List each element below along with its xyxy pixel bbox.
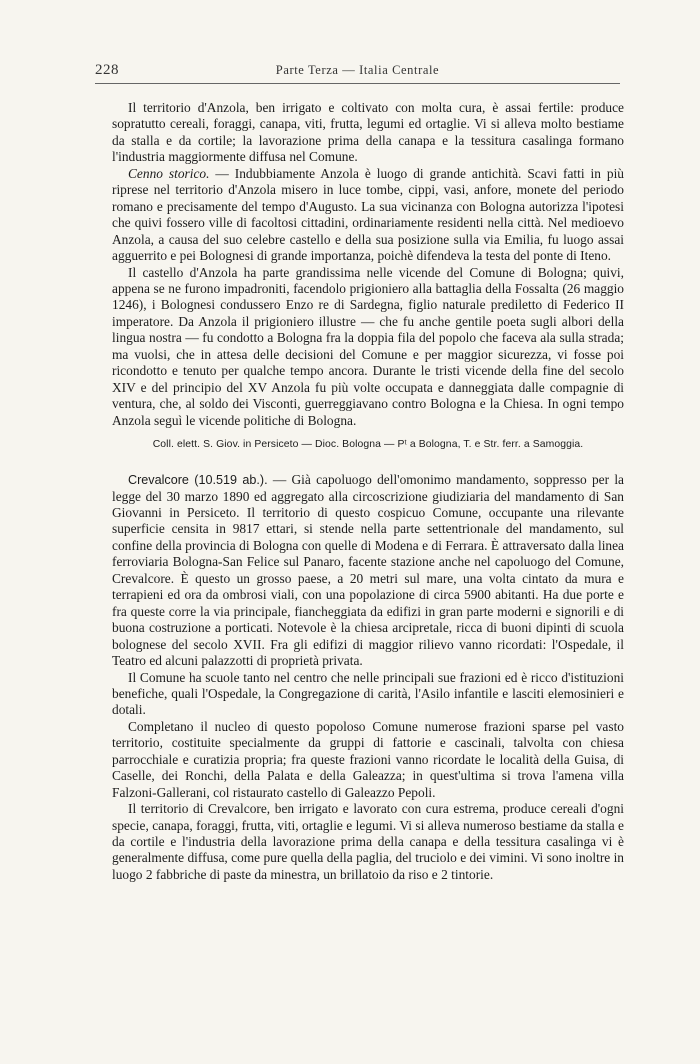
crevalcore-paragraph-frazioni: Completano il nucleo di questo popoloso Comune numerose frazioni sparse pel vasto territorio, costituite specialmente da gruppi di fattorie e cascinali, talvolta con chiesa parrocchiale e curatizia propria; fra queste frazioni vanno ricordate le località della Guisa, di Caselle, dei Ronchi, della Palata e della Galeazza; in quest'ultima si trova l'amena villa Falzoni-Gallerani, col ristaurato castello di Galeazzo Pepoli. xyxy=(112,718,624,800)
anzola-paragraph-castle: Il castello d'Anzola ha parte grandissima nelle vicende del Comune di Bologna; quivi, appena se ne furono impadroniti, facendolo prigioniero alla battaglia della Fossalta (26 maggio 1246), i Bolognesi condussero Enzo re di Sardegna, figlio naturale prediletto di Federico II imperatore. Da Anzola il prigioniero illustre — che fu anche gentile poeta sugli albori della lingua nostra — fu condotto a Bologna fra la doppia fila del popolo che faceva ala sulla strada; ma vuolsi, che in attesa delle decisioni del Comune e per maggior sicurezza, vi fosse poi ricondotto e tenuto per qualche tempo ancora. Durante le tristi vicende della fine del secolo XIV e del principio del XV Anzola fu più volte occupata e danneggiata dalle compagnie di ventura, che, al soldo dei Visconti, guerreggiavano contro Bologna e la Chiesa. In ogni tempo Anzola seguì le vicende politiche di Bologna. xyxy=(112,264,624,428)
section-gap xyxy=(112,462,624,472)
crevalcore-paragraph-schools: Il Comune ha scuole tanto nel centro che nelle principali sue frazioni ed è ricco d'istituzioni benefiche, quali l'Ospedale, la Congregazione di carità, l'Asilo infantile e lasciti elemosinieri e dotali. xyxy=(112,669,624,718)
history-heading: Cenno storico. xyxy=(128,165,210,181)
crevalcore-paragraph-intro xyxy=(112,472,624,669)
crevalcore-intro-text: — Già capoluogo dell'omonimo mandamento, soppresso per la legge del 30 marzo 1890 ed aggregato alla circoscrizione giudiziaria del mandamento di San Giovanni in Persiceto. Il territorio di questo cospicuo Comune, occupante una rilevante superficie censita in 9817 ettari, si stende nella parte settentrionale del mandamento, sul confine della provincia di Bologna con quelle di Modena e di Ferrara. È attraversato dalla linea ferroviaria Bologna-San Felice sul Panaro, facente stazione anche nel capoluogo del Comune, Crevalcore. È questo un grosso paese, a 20 metri sul mare, una volta cintato da mura e terrapieni ed ora da ombrosi viali, con una popolazione di circa 5900 abitanti. Ha due porte e fra queste corre la via principale, fiancheggiata da edifizi in gran parte moderni e signorili e di buona costruzione a porticati. Notevole è la chiesa arcipretale, ricca di buoni dipinti di scuola bolognese del secolo XVII. Fra gli edifizi di maggior rilievo vanno ricordati: l'Ospedale, il Teatro ed alcuni palazzotti di proprietà privata. xyxy=(112,472,624,669)
header-rule xyxy=(95,83,620,84)
crevalcore-heading: Crevalcore (10.519 ab.). xyxy=(128,473,268,488)
anzola-paragraph-territory: Il territorio d'Anzola, ben irrigato e coltivato con molta cura, è assai fertile: produce sopratutto cereali, foraggi, canapa, viti, frutta, legumi ed ortaglie. Vi si alleva molto bestiame da stalla e da cortile; la lavorazione prima della canapa e la tessitura casalinga formano l'industria maggiormente diffusa nel Comune. xyxy=(112,100,624,165)
page-body xyxy=(112,100,624,883)
running-title: Parte Terza — Italia Centrale xyxy=(275,63,440,77)
anzola-paragraph-history xyxy=(112,166,624,265)
history-text: — Indubbiamente Anzola è luogo di grande antichità. Scavi fatti in più riprese nel territorio d'Anzola misero in luce tombe, cippi, vasi, anfore, monete del periodo romano e precisamente del tempo d'Augusto. La sua vicinanza con Bologna autorizza l'ipotesi che quivi fossero ville di facoltosi cittadini, ordinariamente residenti nella città. Nel medioevo Anzola, a causa del suo celebre castello e della sua posizione sulla via Emilia, fu luogo assai agguerrito e pei Bolognesi di grande importanza, poichè difendeva la testa del ponte di Iteno. xyxy=(112,165,624,264)
page-number: 228 xyxy=(95,62,119,78)
anzola-administrative-note: Coll. elett. S. Giov. in Persiceto — Dioc. Bologna — Pᵗ a Bologna, T. e Str. ferr. a Samoggia. xyxy=(152,439,584,451)
page-header xyxy=(95,62,620,82)
crevalcore-paragraph-economy: Il territorio di Crevalcore, ben irrigato e lavorato con cura estrema, produce cereali d'ogni specie, canapa, foraggi, frutta, viti, ortaglie e legumi. Vi si alleva numeroso bestiame da stalla e da cortile e l'industria della lavorazione prima della canapa e della tessitura casalinga vi è generalmente diffusa, come pure quella della paglia, del truciolo e dei vimini. Vi sono inoltre in luogo 2 fabbriche di paste da minestra, un brillatoio da riso e 2 tintorie. xyxy=(112,801,624,882)
